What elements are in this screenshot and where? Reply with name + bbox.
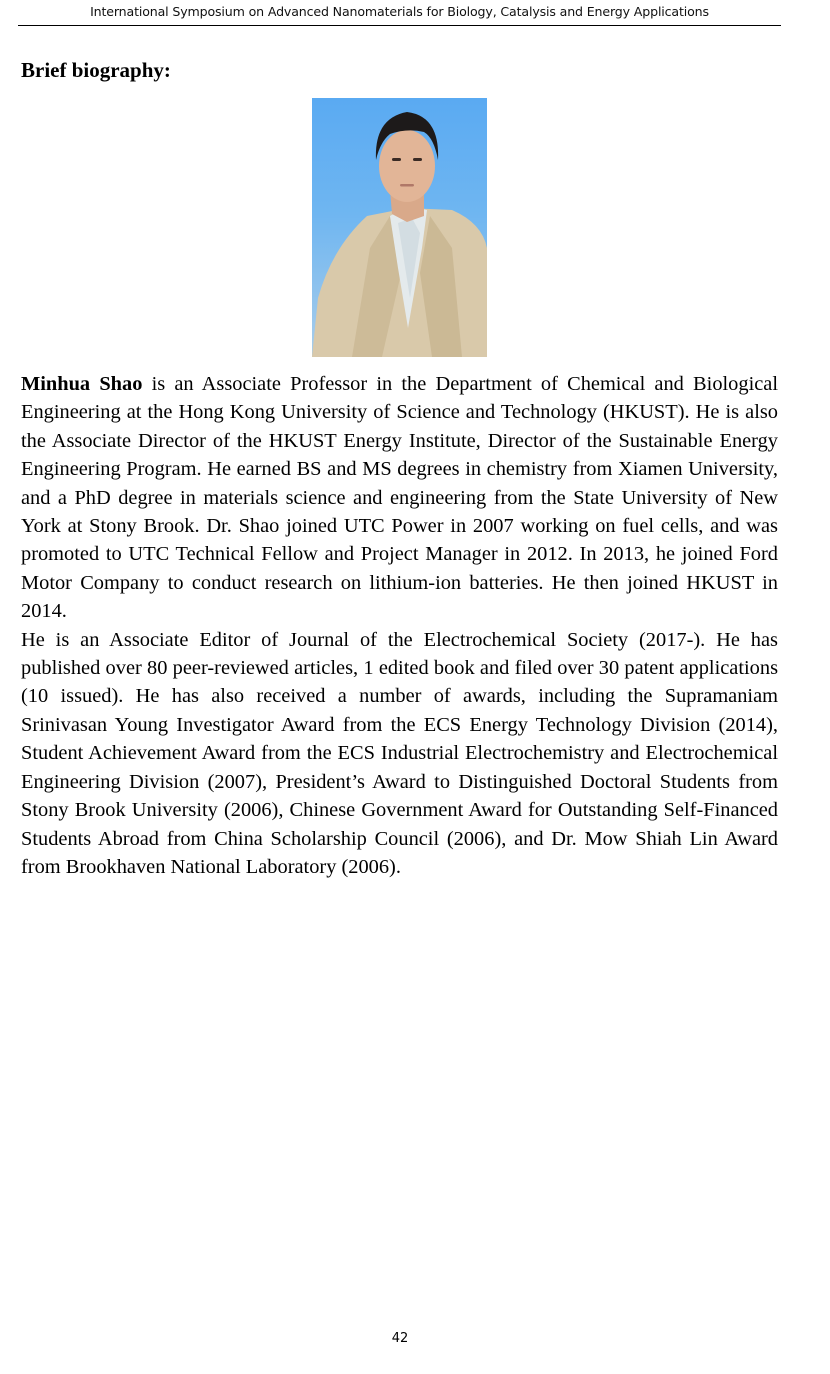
page-number: 42 xyxy=(391,1331,409,1346)
header-rule xyxy=(18,25,781,26)
biography-text xyxy=(21,370,778,881)
portrait-photo xyxy=(312,98,487,357)
biography-paragraph-2: He is an Associate Editor of Journal of the Electrochemical Society (2017-). He has published over 80 peer-reviewed articles, 1 edited book and filed over 30 patent applications (10 issued). He has also received a number of awards, including the Supramaniam Srinivasan Young Investigator Award from the ECS Energy Technology Division (2014), Student Achievement Award from the ECS Industrial Electrochemistry and Electrochemical Engineering Division (2007), President’s Award to Distinguished Doctoral Students from Stony Brook University (2006), Chinese Government Award for Outstanding Self-Financed Students Abroad from China Scholarship Council (2006), and Dr. Mow Shiah Lin Award from Brookhaven National Laboratory (2006). xyxy=(21,628,778,878)
section-title: Brief biography: xyxy=(21,58,171,82)
running-header: International Symposium on Advanced Nanomaterials for Biology, Catalysis and Energy Applications xyxy=(90,4,709,19)
biography-paragraph-1 xyxy=(21,370,778,626)
biography-paragraph-1-text: is an Associate Professor in the Department of Chemical and Biological Engineering at the Hong Kong University of Science and Technology (HKUST). He is also the Associate Director of the HKUST Energy Institute, Director of the Sustainable Energy Engineering Program. He earned BS and MS degrees in chemistry from Xiamen University, and a PhD degree in materials science and engineering from the State University of New York at Stony Brook. Dr. Shao joined UTC Power in 2007 working on fuel cells, and was promoted to UTC Technical Fellow and Project Manager in 2012. In 2013, he joined Ford Motor Company to conduct research on lithium-ion batteries. He then joined HKUST in 2014. xyxy=(21,373,778,623)
speaker-name: Minhua Shao xyxy=(21,373,143,395)
